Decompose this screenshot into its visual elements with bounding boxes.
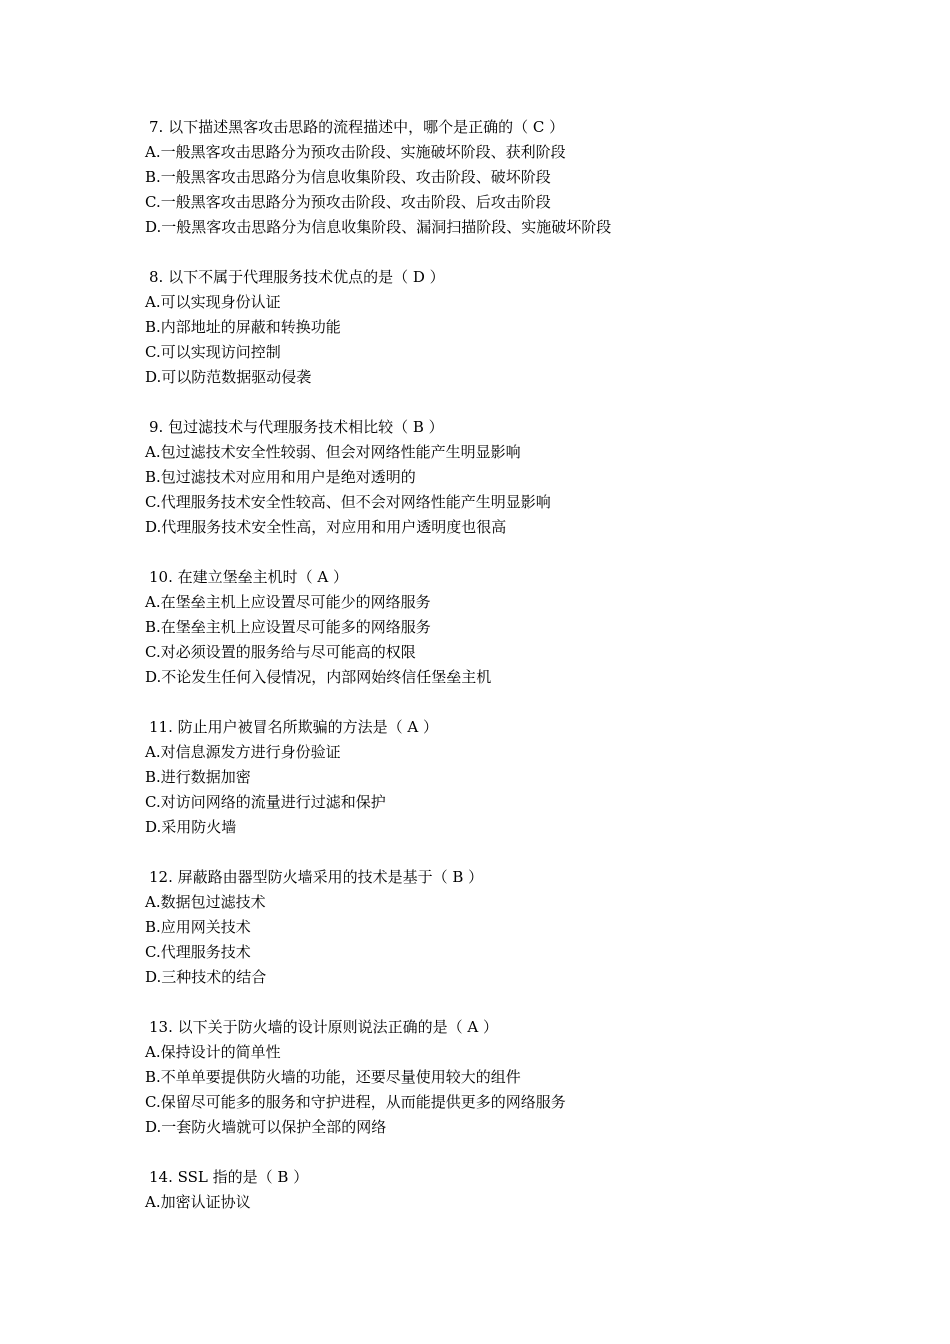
option-a: A.加密认证协议	[145, 1193, 251, 1211]
question-stem: 13. 以下关于防火墙的设计原则说法正确的是（ A ）	[149, 1018, 498, 1036]
option-a: A.对信息源发方进行身份验证	[145, 743, 341, 761]
option-a: A.数据包过滤技术	[145, 893, 266, 911]
option-d: D.代理服务技术安全性高，对应用和用户透明度也很高	[145, 518, 507, 536]
option-a: A.保持设计的简单性	[145, 1043, 281, 1061]
question-stem: 14. SSL 指的是（ B ）	[149, 1168, 309, 1186]
option-b: B.进行数据加密	[145, 768, 251, 786]
question-10	[145, 565, 845, 690]
option-b: B.内部地址的屏蔽和转换功能	[145, 318, 341, 336]
question-stem: 8. 以下不属于代理服务技术优点的是（ D ）	[149, 268, 445, 286]
question-8	[145, 265, 845, 390]
option-c: C.代理服务技术安全性较高、但不会对网络性能产生明显影响	[145, 493, 551, 511]
question-stem: 10. 在建立堡垒主机时（ A ）	[149, 568, 348, 586]
question-14	[145, 1165, 845, 1215]
option-c: C.保留尽可能多的服务和守护进程，从而能提供更多的网络服务	[145, 1093, 566, 1111]
question-11	[145, 715, 845, 840]
option-b: B.包过滤技术对应用和用户是绝对透明的	[145, 468, 416, 486]
question-12	[145, 865, 845, 990]
option-c: C.代理服务技术	[145, 943, 251, 961]
option-d: D.一般黑客攻击思路分为信息收集阶段、漏洞扫描阶段、实施破坏阶段	[145, 218, 612, 236]
question-stem: 12. 屏蔽路由器型防火墙采用的技术是基于（ B ）	[149, 868, 484, 886]
option-c: C.对访问网络的流量进行过滤和保护	[145, 793, 386, 811]
question-stem: 9. 包过滤技术与代理服务技术相比较（ B ）	[149, 418, 444, 436]
option-a: A.一般黑客攻击思路分为预攻击阶段、实施破坏阶段、获利阶段	[145, 143, 566, 161]
question-9	[145, 415, 845, 540]
question-stem: 7. 以下描述黑客攻击思路的流程描述中，哪个是正确的（ C ）	[149, 118, 565, 136]
option-d: D.可以防范数据驱动侵袭	[145, 368, 312, 386]
option-b: B.一般黑客攻击思路分为信息收集阶段、攻击阶段、破坏阶段	[145, 168, 551, 186]
option-d: D.不论发生任何入侵情况，内部网始终信任堡垒主机	[145, 668, 492, 686]
question-list	[145, 115, 845, 1240]
option-c: C.对必须设置的服务给与尽可能高的权限	[145, 643, 416, 661]
option-c: C.一般黑客攻击思路分为预攻击阶段、攻击阶段、后攻击阶段	[145, 193, 551, 211]
option-d: D.采用防火墙	[145, 818, 237, 836]
option-b: B.在堡垒主机上应设置尽可能多的网络服务	[145, 618, 431, 636]
option-b: B.应用网关技术	[145, 918, 251, 936]
question-7	[145, 115, 845, 240]
option-a: A.包过滤技术安全性较弱、但会对网络性能产生明显影响	[145, 443, 521, 461]
option-a: A.可以实现身份认证	[145, 293, 281, 311]
option-d: D.三种技术的结合	[145, 968, 267, 986]
option-a: A.在堡垒主机上应设置尽可能少的网络服务	[145, 593, 431, 611]
question-stem: 11. 防止用户被冒名所欺骗的方法是（ A ）	[149, 718, 438, 736]
option-c: C.可以实现访问控制	[145, 343, 281, 361]
option-d: D.一套防火墙就可以保护全部的网络	[145, 1118, 387, 1136]
option-b: B.不单单要提供防火墙的功能，还要尽量使用较大的组件	[145, 1068, 521, 1086]
question-13	[145, 1015, 845, 1140]
